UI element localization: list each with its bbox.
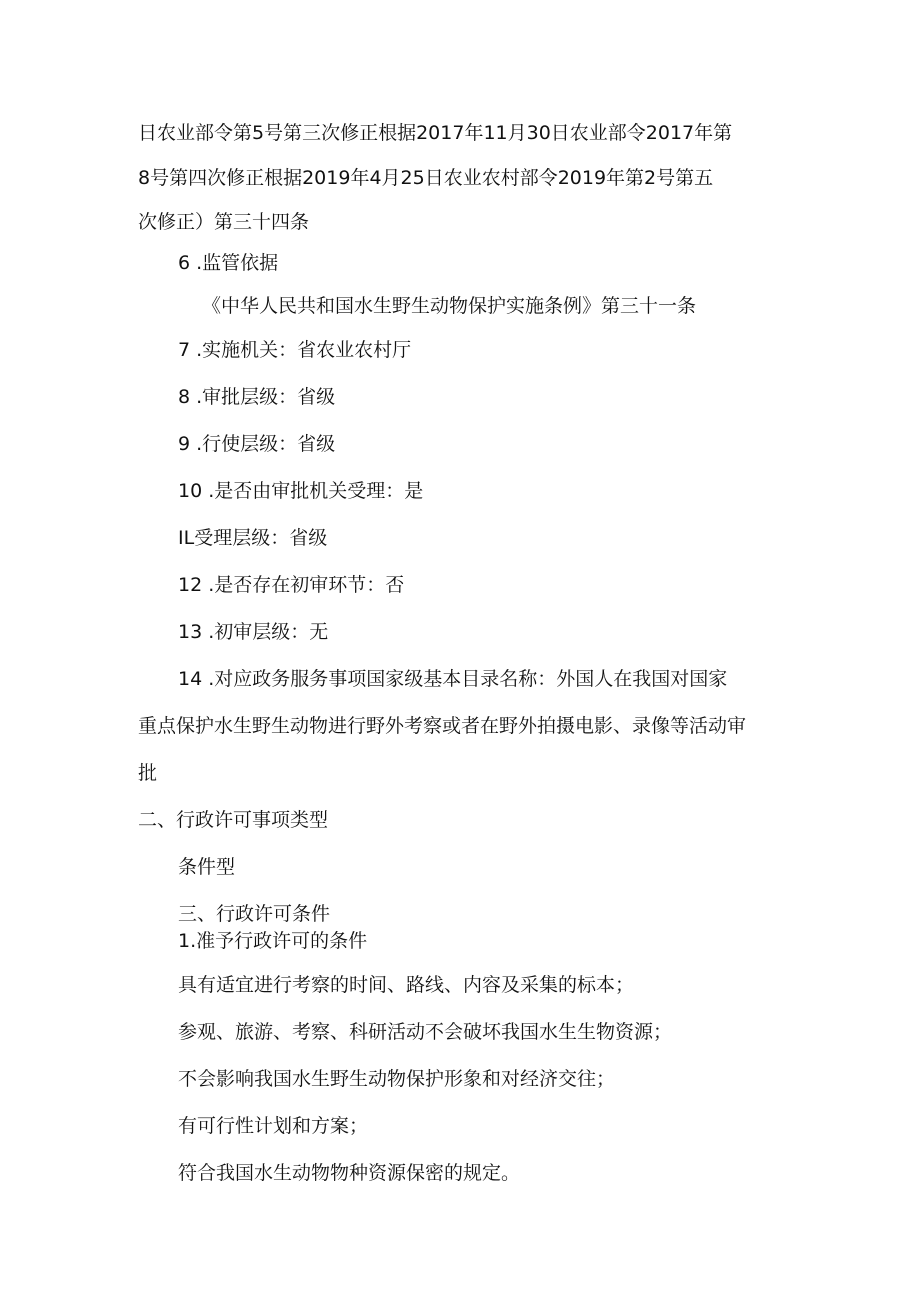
item-9: 9 .行使层级：省级	[178, 433, 336, 455]
section-3-subheading: 1.准予行政许可的条件	[178, 930, 368, 952]
section-2-content: 条件型	[178, 856, 236, 878]
condition-3: 不会影响我国水生野生动物保护形象和对经济交往；	[178, 1068, 616, 1090]
item-6-heading: 6 .监管依据	[178, 252, 279, 274]
item-14: 14 .对应政务服务事项国家级基本目录名称：外国人在我国对国家	[178, 668, 728, 690]
item-12: 12 .是否存在初审环节：否	[178, 574, 405, 596]
item-11: IL受理层级：省级	[178, 527, 328, 549]
item-13: 13 .初审层级：无	[178, 621, 329, 643]
item-14-continued: 重点保护水生野生动物进行野外考察或者在野外拍摄电影、录像等活动审	[138, 715, 747, 737]
item-8: 8 .审批层级：省级	[178, 386, 336, 408]
item-7: 7 .实施机关：省农业农村厅	[178, 339, 412, 361]
text-line-1: 日农业部令第5号第三次修正根据2017年11月30日农业部令2017年第	[138, 122, 733, 144]
item-14-end: 批	[138, 762, 158, 784]
condition-5: 符合我国水生动物物种资源保密的规定。	[178, 1162, 521, 1184]
item-10: 10 .是否由审批机关受理：是	[178, 480, 424, 502]
section-2-heading: 二、行政许可事项类型	[138, 809, 329, 831]
condition-2: 参观、旅游、考察、科研活动不会破坏我国水生生物资源；	[178, 1021, 673, 1043]
item-6-content: 《中华人民共和国水生野生动物保护实施条例》第三十一条	[202, 295, 697, 317]
section-3-heading: 三、行政许可条件	[178, 903, 331, 925]
condition-4: 有可行性计划和方案；	[178, 1115, 369, 1137]
text-line-2: 8号第四次修正根据2019年4月25日农业农村部令2019年第2号第五	[138, 167, 714, 189]
condition-1: 具有适宜进行考察的时间、路线、内容及采集的标本；	[178, 974, 635, 996]
text-line-3: 次修正）第三十四条	[138, 211, 310, 233]
